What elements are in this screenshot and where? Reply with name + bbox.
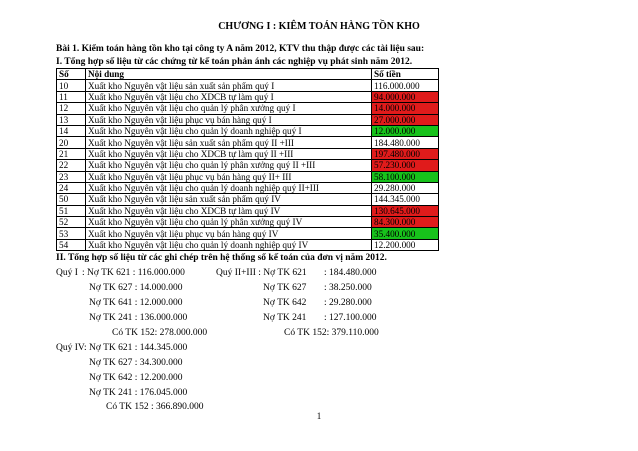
table-row (57, 137, 439, 148)
table-row (57, 239, 439, 250)
row-amount: 57.230.000 (372, 160, 439, 171)
row-description: Xuất kho Nguyên vật liệu cho XDCB tự làm quý IV (86, 205, 372, 216)
q23-label: Quý II+III : Nợ TK 621 (216, 268, 307, 278)
row-number: 24 (57, 182, 86, 193)
q1-line-2: Nợ TK 627 : 14.000.000 (89, 283, 183, 293)
row-amount: 14.000.000 (372, 103, 439, 114)
q23-val-1: : 38.250.000 (324, 283, 372, 293)
table-row (57, 80, 439, 91)
q1-label: Quý I (56, 268, 78, 278)
header-desc: Nội dung (86, 69, 372, 80)
row-number: 11 (57, 91, 86, 102)
row-number: 13 (57, 114, 86, 125)
row-amount: 84.300.000 (372, 217, 439, 228)
row-description: Xuất kho Nguyên vật liệu sản xuất sản phẩm quý IV (86, 194, 372, 205)
row-amount: 12.000.000 (372, 125, 439, 136)
row-description: Xuất kho Nguyên vật liệu cho quản lý phân xưởng quý IV (86, 217, 372, 228)
row-description: Xuất kho Nguyên vật liệu sản xuất sản phẩm quý I (86, 80, 372, 91)
row-number: 10 (57, 80, 86, 91)
row-number: 12 (57, 103, 86, 114)
row-amount: 130.645.000 (372, 205, 439, 216)
page-number: 1 (316, 411, 322, 421)
table-row (57, 91, 439, 102)
table-row (57, 125, 439, 136)
q23-first-value: : 184.480.000 (324, 268, 377, 278)
row-description: Xuất kho Nguyên vật liệu cho XDCB tự làm quý II +III (86, 148, 372, 159)
row-amount: 184.480.000 (372, 137, 439, 148)
row-amount: 29.280.000 (372, 182, 439, 193)
row-description: Xuất kho Nguyên vật liệu phục vụ bán hàng quý II+ III (86, 171, 372, 182)
q1-line-3: Nợ TK 641 : 12.000.000 (89, 298, 183, 308)
row-number: 23 (57, 171, 86, 182)
row-number: 22 (57, 160, 86, 171)
table-row (57, 182, 439, 193)
q4-line-2: Nợ TK 627 : 34.300.000 (89, 358, 183, 368)
row-description: Xuất kho Nguyên vật liệu cho quản lý doanh nghiệp quý I (86, 125, 372, 136)
q4-credit: Có TK 152 : 366.890.000 (106, 402, 204, 412)
row-amount: 94.000.000 (372, 91, 439, 102)
row-number: 54 (57, 239, 86, 250)
row-description: Xuất kho Nguyên vật liệu cho quản lý phân xưởng quý II +III (86, 160, 372, 171)
row-description: Xuất kho Nguyên vật liệu cho quản lý phân xưởng quý I (86, 103, 372, 114)
q4-line-3: Nợ TK 642 : 12.200.000 (89, 373, 183, 383)
q23-acc-2: Nợ TK 642 (263, 298, 307, 308)
q23-acc-3: Nợ TK 241 (263, 313, 307, 323)
q23-credit: Có TK 152: 379.110.000 (284, 328, 379, 338)
row-amount: 35.400.000 (372, 228, 439, 239)
q1-line-4: Nợ TK 241 : 136.000.000 (89, 313, 188, 323)
table-row (57, 148, 439, 159)
q4-line-1: Nợ TK 621 : 144.345.000 (89, 343, 188, 353)
q4-label: Quý IV: (56, 343, 87, 353)
row-number: 52 (57, 217, 86, 228)
row-amount: 27.000.000 (372, 114, 439, 125)
transactions-table (56, 68, 439, 251)
table-header-row (57, 69, 439, 80)
header-no: Số (57, 69, 86, 80)
row-number: 50 (57, 194, 86, 205)
row-amount: 144.345.000 (372, 194, 439, 205)
row-description: Xuất kho Nguyên vật liệu cho quản lý doanh nghiệp quý II+III (86, 182, 372, 193)
row-number: 21 (57, 148, 86, 159)
row-description: Xuất kho Nguyên vật liệu phục vụ bán hàng quý IV (86, 228, 372, 239)
q23-val-2: : 29.280.000 (324, 298, 372, 308)
row-description: Xuất kho Nguyên vật liệu sản xuất sản phẩm quý II +III (86, 137, 372, 148)
table-row (57, 205, 439, 216)
row-number: 14 (57, 125, 86, 136)
header-amount: Số tiền (372, 69, 439, 80)
exercise-title: Bài 1. Kiểm toán hàng tồn kho tại công ty A năm 2012, KTV thu thập được các tài liệu sau: (56, 44, 425, 54)
table-row (57, 114, 439, 125)
row-amount: 197.480.000 (372, 148, 439, 159)
row-number: 53 (57, 228, 86, 239)
q23-acc-1: Nợ TK 627 (263, 283, 307, 293)
row-description: Xuất kho Nguyên vật liệu phục vụ bán hàng quý I (86, 114, 372, 125)
table-row (57, 171, 439, 182)
row-description: Xuất kho Nguyên vật liệu cho quản lý doanh nghiệp quý IV (86, 239, 372, 250)
page-title: CHƯƠNG I : KIÊM TOÁN HÀNG TỒN KHO (218, 21, 420, 32)
row-number: 51 (57, 205, 86, 216)
row-number: 20 (57, 137, 86, 148)
table-row (57, 228, 439, 239)
q4-line-4: Nợ TK 241 : 176.045.000 (89, 388, 188, 398)
q23-val-3: : 127.100.000 (324, 313, 377, 323)
table-row (57, 194, 439, 205)
row-amount: 116.000.000 (372, 80, 439, 91)
q1-credit: Có TK 152: 278.000.000 (112, 328, 208, 338)
table-row (57, 160, 439, 171)
section2-title: II. Tổng hợp số liệu từ các ghi chép trên hệ thống sổ kế toán của đơn vị năm 2012. (56, 253, 387, 263)
row-amount: 58.100.000 (372, 171, 439, 182)
row-description: Xuất kho Nguyên vật liệu cho XDCB tự làm quý I (86, 91, 372, 102)
table-row (57, 217, 439, 228)
section1-title: I. Tổng hợp số liệu từ các chứng từ kế toán phản ánh các nghiệp vụ phát sinh năm 2012. (56, 57, 413, 67)
table-row (57, 103, 439, 114)
q1-line-1: : Nợ TK 621 : 116.000.000 (82, 268, 185, 278)
row-amount: 12.200.000 (372, 239, 439, 250)
